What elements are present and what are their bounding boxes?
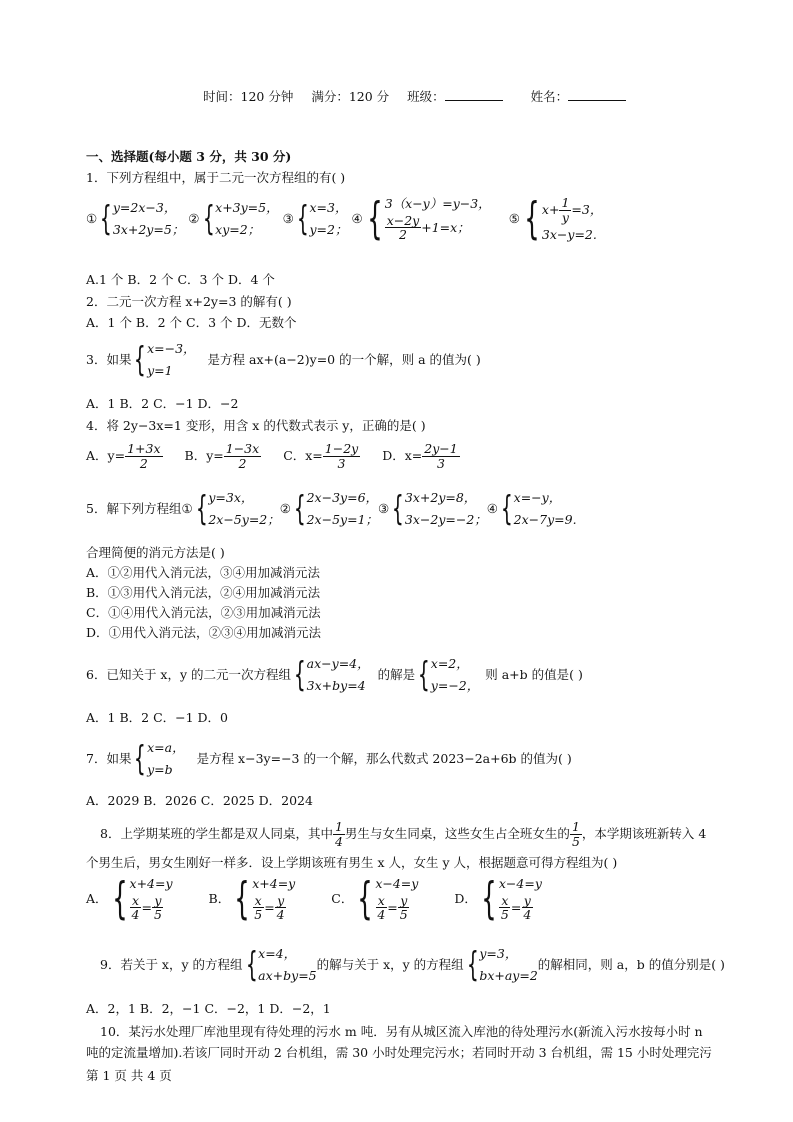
opt-lead: C．x=	[283, 448, 323, 464]
left-brace-icon: {	[234, 873, 250, 925]
circled-mark: ④	[486, 500, 499, 516]
eq-row: x+4=y	[252, 876, 296, 891]
left-brace-icon: {	[466, 944, 479, 985]
eq-tail: +1=x；	[421, 219, 470, 235]
frac-num: 1	[334, 819, 343, 834]
frac-den: 2	[238, 455, 247, 471]
q8-option-a	[86, 873, 173, 925]
opt-label: A．	[86, 891, 108, 907]
q9-mid: 的解与关于 x，y 的方程组	[316, 956, 464, 972]
q4-option-c	[283, 442, 360, 471]
circled-mark: ③	[282, 211, 294, 227]
frac-num: x	[377, 892, 385, 908]
q1-s5	[508, 193, 603, 245]
left-brace-icon: {	[357, 873, 374, 925]
frac-den: 2	[398, 227, 407, 243]
left-brace-icon: {	[202, 199, 215, 240]
q10-line1: 10．某污水处理厂库池里现有待处理的污水 m 吨．另有从城区流入库池的待处理污水(新流入污水按每小时 n	[100, 1024, 703, 1039]
frac-den: 4	[131, 907, 140, 923]
opt-lead: A．y=	[86, 448, 126, 464]
q3-line	[86, 341, 481, 378]
q8-line1	[100, 820, 706, 849]
q7-lead: 7．如果	[86, 750, 132, 766]
q6-lead: 6．已知关于 x，y 的二元一次方程组	[86, 666, 292, 682]
q5-option-d: D．①用代入消元法，②③④用加减消元法	[86, 625, 322, 640]
left-brace-icon: {	[366, 193, 383, 245]
frac-num: 1−3x	[225, 441, 260, 456]
eq-row: ax−y=4，	[306, 656, 370, 671]
left-brace-icon: {	[500, 488, 513, 529]
eq-row: x+3y=5，	[215, 200, 279, 216]
circled-mark: ④	[351, 211, 363, 227]
section-title: 一、选择题(每小题 3 分，共 30 分)	[86, 149, 292, 164]
q5-option-b: B．①③用代入消元法，②④用加减消元法	[86, 585, 321, 600]
q3-options: A．1 B．2 C．−1 D．−2	[86, 396, 239, 411]
q1-s1	[86, 199, 185, 240]
circled-mark: ⑤	[508, 211, 520, 227]
q1-systems	[86, 193, 603, 245]
q6-tail: 则 a+b 的值是( )	[485, 666, 583, 682]
eq-row: 2x−7y=9.	[513, 511, 577, 527]
time-label: 时间：120 分钟	[203, 89, 294, 104]
circled-mark: ②	[279, 500, 291, 516]
left-brace-icon: {	[134, 738, 147, 779]
q9-line	[100, 946, 725, 983]
q7-options: A．2029 B．2026 C．2025 D．2024	[86, 793, 313, 808]
eq-row: x−4=y	[375, 876, 419, 891]
q5-lead: 5．解下列方程组	[86, 500, 182, 516]
eq-row: 3x+2y=5；	[112, 222, 185, 238]
q7-line	[86, 740, 572, 777]
score-label: 满分：120 分	[311, 89, 390, 104]
eq-row: 3（x−y）=y−3，	[384, 196, 491, 211]
frac-den: 2	[139, 455, 148, 471]
q4-option-d	[382, 442, 460, 471]
frac-den: y	[561, 209, 569, 225]
q4-stem: 4．将 2y−3x=1 变形，用含 x 的代数式表示 y，正确的是( )	[86, 418, 426, 433]
frac-den: 4	[377, 907, 386, 923]
eq-row: 3x+2y=8，	[404, 490, 477, 505]
q4-option-a	[86, 442, 163, 471]
eq-part: +	[548, 201, 560, 217]
opt-label: D．	[454, 891, 477, 907]
left-brace-icon: {	[481, 873, 497, 925]
q8-option-b	[208, 873, 296, 925]
left-brace-icon: {	[524, 193, 540, 245]
q2-options: A．1 个 B．2 个 C．3 个 D．无数个	[86, 315, 297, 330]
frac-num: 2y−1	[424, 441, 458, 456]
q9-tail: 的解相同，则 a，b 的值分别是( )	[537, 956, 725, 972]
frac-den: 3	[437, 455, 445, 471]
eq-row: x=4，	[258, 946, 297, 961]
q1-stem: 1．下列方程组中，属于二元一次方程组的有( )	[86, 170, 346, 185]
eq-row: x=−y，	[513, 490, 562, 505]
q5-line	[86, 490, 577, 527]
frac-den: 5	[153, 907, 162, 923]
frac-den: 4	[276, 907, 285, 923]
frac-num: 1+3x	[127, 441, 161, 456]
q5-stem2: 合理简便的消元方法是( )	[86, 545, 225, 560]
eq-tail: =3，	[571, 201, 603, 217]
eq-row: y=1	[147, 362, 173, 378]
left-brace-icon: {	[100, 199, 112, 240]
circled-mark: ③	[378, 500, 390, 516]
frac-den: 5	[399, 907, 408, 923]
eq-row: x−4=y	[498, 876, 542, 891]
frac-num: y	[154, 892, 162, 908]
left-brace-icon: {	[293, 654, 306, 695]
q5-option-c: C．①④用代入消元法，②③用加减消元法	[86, 605, 321, 620]
q6-line	[86, 656, 583, 693]
q9-options: A．2，1 B．2，−1 C．−2，1 D．−2，1	[86, 1001, 331, 1016]
eq-row: y=3，	[479, 946, 518, 961]
eq-row: $\frac{x}{4}$ = $\frac{y}{5}$	[377, 892, 408, 923]
frac-den: 4	[334, 833, 343, 849]
frac-den: 3	[337, 455, 346, 471]
frac-num: y	[400, 892, 408, 908]
left-brace-icon: {	[245, 944, 258, 985]
exam-header	[203, 88, 626, 105]
frac-num: x	[254, 892, 262, 908]
left-brace-icon: {	[195, 488, 208, 529]
eq-row: y=3x，	[208, 490, 254, 505]
left-brace-icon: {	[111, 873, 128, 925]
name-blank[interactable]	[568, 88, 626, 101]
eq-row: ax+by=5	[258, 967, 317, 983]
q8-option-d	[454, 873, 542, 925]
frac-num: y	[523, 892, 531, 908]
q1-s4	[351, 193, 491, 245]
q8-text: 男生与女生同桌，这些女生占全班女生的	[344, 826, 570, 842]
q8-option-c	[331, 873, 419, 925]
eq-row: 2x−5y=1；	[306, 511, 379, 527]
q9-lead: 9．若关于 x，y 的方程组	[100, 956, 243, 972]
eq-row: x=−3，	[147, 341, 196, 356]
class-label: 班级：	[407, 89, 445, 104]
eq-row	[542, 196, 602, 225]
eq-row: x=2，	[430, 656, 469, 671]
circled-mark: ①	[181, 500, 193, 516]
q4-options	[86, 442, 460, 471]
eq-row: 3x+by=4	[306, 677, 366, 693]
q4-option-b	[185, 442, 262, 471]
left-brace-icon: {	[418, 654, 430, 695]
frac-num: x	[131, 892, 140, 908]
eq-row	[385, 214, 491, 243]
circled-mark: ②	[188, 211, 200, 227]
frac-num: x−2y	[386, 212, 420, 228]
opt-lead: D．x=	[382, 448, 423, 464]
eq-row: 3x−y=2.	[541, 226, 597, 242]
frac-num: 1	[561, 195, 570, 210]
frac-den: 5	[254, 907, 263, 923]
opt-label: C．	[331, 891, 354, 907]
opt-lead: B．y=	[184, 448, 224, 464]
eq-row: 2x−5y=2；	[208, 511, 280, 527]
eq-row: y=2；	[309, 222, 348, 238]
eq-row: bx+ay=2	[479, 967, 538, 983]
eq-row: x+4=y	[129, 876, 173, 891]
frac-num: 1−2y	[324, 441, 359, 456]
q1-s3	[282, 199, 348, 240]
class-blank[interactable]	[445, 88, 503, 101]
q8-text: ，本学期该班新转入 4	[581, 826, 707, 842]
q1-s2	[188, 199, 279, 240]
left-brace-icon: {	[296, 199, 309, 240]
page-footer: 第 1 页 共 4 页	[86, 1068, 172, 1083]
eq-row: x=a，	[147, 740, 185, 755]
eq-row: x=3，	[309, 200, 348, 216]
q5-option-a: A．①②用代入消元法，③④用加减消元法	[86, 565, 321, 580]
q8-options	[86, 873, 542, 925]
frac-den: 5	[500, 907, 509, 923]
q8-text: 8．上学期某班的学生都是双人同桌，其中	[100, 826, 333, 842]
q10-line2: 吨的定流量增加).若该厂同时开动 2 台机组，需 30 小时处理完污水；若同时开动 3 台机组，需 15 小时处理完污	[86, 1045, 712, 1060]
eq-row: y=2x−3，	[112, 200, 177, 216]
frac-num: y	[277, 892, 285, 908]
q1-options: A.1 个 B．2 个 C．3 个 D．4 个	[86, 272, 275, 287]
opt-label: B．	[208, 891, 231, 907]
eq-row: 2x−3y=6，	[306, 490, 379, 505]
left-brace-icon: {	[392, 488, 405, 529]
q6-options: A．1 B．2 C．−1 D．0	[86, 710, 229, 725]
name-label: 姓名：	[530, 89, 569, 104]
left-brace-icon: {	[293, 488, 306, 529]
q2-stem: 2．二元一次方程 x+2y=3 的解有( )	[86, 294, 292, 309]
eq-row: y=−2，	[430, 677, 480, 693]
eq-row: $\frac{x}{4}$ = $\frac{y}{5}$	[131, 892, 162, 923]
q7-tail: 是方程 x−3y=−3 的一个解，那么代数式 2023−2a+6b 的值为( )	[196, 750, 572, 766]
eq-part: x	[541, 201, 549, 217]
circled-mark: ①	[86, 211, 98, 227]
frac-num: x	[501, 892, 509, 908]
q3-tail: 是方程 ax+(a−2)y=0 的一个解，则 a 的值为( )	[207, 351, 481, 367]
frac-den: 5	[571, 833, 580, 849]
frac-num: 1	[571, 819, 580, 834]
eq-row: $\frac{x}{5}$ = $\frac{y}{4}$	[254, 892, 285, 923]
eq-row: xy=2；	[215, 222, 261, 238]
frac-den: 4	[523, 907, 532, 923]
q3-lead: 3．如果	[86, 351, 132, 367]
eq-row: $\frac{x}{5}$ = $\frac{y}{4}$	[500, 892, 532, 923]
eq-row: 3x−2y=−2；	[404, 511, 487, 527]
left-brace-icon: {	[134, 339, 147, 380]
eq-row: y=b	[147, 761, 173, 777]
q6-mid: 的解是	[377, 666, 416, 682]
q8-line2: 个男生后，男女生刚好一样多．设上学期该班有男生 x 人，女生 y 人，根据题意可得方程组为( )	[86, 855, 618, 870]
